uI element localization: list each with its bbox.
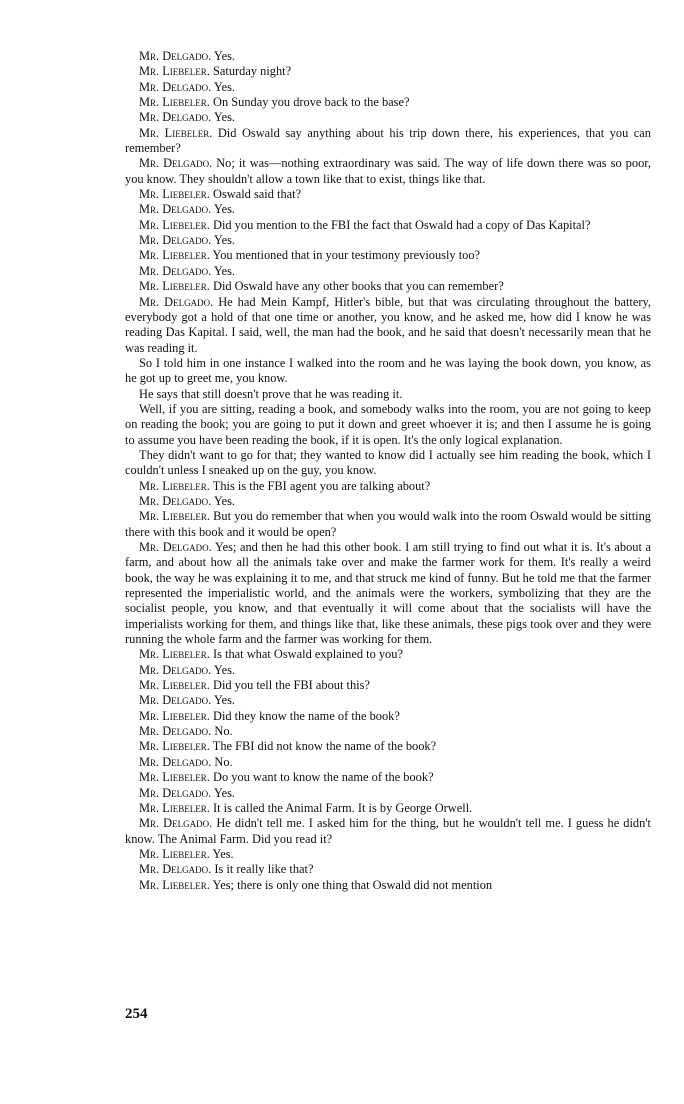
testimony-paragraph: [125, 295, 651, 356]
paragraph-text: Is it really like that?: [214, 862, 314, 877]
speaker-label: Mr. Delgado.: [139, 202, 212, 217]
testimony-paragraph: [125, 678, 651, 693]
speaker-label: Mr. Delgado.: [139, 156, 213, 171]
testimony-paragraph: [125, 816, 651, 847]
paragraph-text: Yes.: [213, 202, 236, 217]
speaker-label: Mr. Delgado.: [139, 263, 212, 278]
speaker-label: Mr. Delgado.: [139, 49, 212, 63]
testimony-paragraph: [125, 49, 651, 64]
paragraph-text: Yes.: [212, 846, 234, 861]
speaker-label: Mr. Delgado.: [139, 110, 212, 125]
testimony-paragraph: [125, 126, 651, 157]
paragraph-text: Yes; and then he had this other book. I am still trying to find out what it is. It's about a farm, and about how all the animals take over and make the farmer work for them. It's really a weird book, the way he was explaining it to me, and that struck me kind of funny. But he told me that the farmer represented the imperialistic world, and the animals were the workers, symbolizing that they are the socialist people, you know, and that eventually it will come about that the socialists will have the imperialists working for them, and things like that, like these animals, these pigs took over and they were running the whole farm and the farmer was working for them.: [125, 540, 652, 647]
page-number: 254: [125, 1006, 148, 1022]
paragraph-text: Oswald said that?: [213, 187, 302, 202]
testimony-paragraph: [125, 110, 651, 125]
testimony-paragraph: [125, 540, 651, 647]
speaker-label: Mr. Delgado.: [139, 724, 212, 739]
paragraph-text: He had Mein Kampf, Hitler's bible, but that was circulating throughout the battery, everybody got a hold of that one time or another, you know, and he asked me, how did I know he was reading Das Kapital. I said, well, the man had the book, and he said that doesn't necessarily mean that he was reading it.: [125, 294, 651, 355]
speaker-label: Mr. Delgado.: [139, 693, 212, 708]
paragraph-text: This is the FBI agent you are talking about?: [212, 478, 431, 493]
testimony-paragraph: [125, 663, 651, 678]
speaker-label: Mr. Liebeler.: [139, 248, 210, 263]
speaker-label: Mr. Liebeler.: [139, 739, 210, 754]
testimony-paragraph: [125, 494, 651, 509]
paragraph-text: No.: [214, 754, 233, 769]
testimony-paragraph: [125, 233, 651, 248]
paragraph-text: Well, if you are sitting, reading a book, and somebody walks into the room, you are not going to keep on reading the book; you are going to put it down and greet whoever it is; and then I assume he is going to assume you have been reading the book, if it is open. It's the only logical explanation.: [125, 401, 651, 447]
paragraph-text: No.: [214, 724, 233, 739]
testimony-paragraph: [125, 862, 651, 877]
paragraph-text: They didn't want to go for that; they wanted to know did I actually see him reading the book, which I couldn't unless I sneaked up on the guy, you know.: [125, 447, 651, 478]
testimony-paragraph: [125, 218, 651, 233]
testimony-paragraph: [125, 755, 651, 770]
testimony-paragraph: [125, 786, 651, 801]
paragraph-text: Did Oswald have any other books that you can remember?: [213, 279, 504, 294]
testimony-paragraph: [125, 95, 651, 110]
paragraph-text: Yes.: [213, 79, 236, 94]
speaker-label: Mr. Liebeler.: [139, 647, 210, 662]
speaker-label: Mr. Delgado.: [139, 233, 212, 248]
speaker-label: Mr. Delgado.: [139, 540, 212, 554]
testimony-paragraph: [125, 709, 651, 724]
testimony-paragraph: [125, 770, 651, 785]
testimony-paragraph: [125, 156, 651, 187]
testimony-paragraph: [125, 187, 651, 202]
testimony-paragraph: [125, 356, 651, 387]
testimony-paragraph: [125, 647, 651, 662]
paragraph-text: Yes.: [213, 662, 236, 677]
paragraph-text: The FBI did not know the name of the book?: [212, 739, 437, 754]
speaker-label: Mr. Liebeler.: [139, 509, 210, 524]
speaker-label: Mr. Liebeler.: [139, 846, 210, 861]
speaker-label: Mr. Liebeler.: [139, 708, 210, 723]
speaker-label: Mr. Liebeler.: [139, 800, 210, 815]
paragraph-text: It is called the Animal Farm. It is by George Orwell.: [213, 800, 473, 815]
testimony-paragraph: [125, 80, 651, 95]
testimony-paragraph: [125, 847, 651, 862]
speaker-label: Mr. Liebeler.: [139, 187, 210, 202]
testimony-paragraph: [125, 479, 651, 494]
paragraph-text: He didn't tell me. I asked him for the thing, but he wouldn't tell me. I guess he didn't know. The Animal Farm. Did you read it?: [125, 816, 651, 846]
testimony-paragraph: [125, 279, 651, 294]
testimony-paragraph: [125, 387, 651, 402]
paragraph-text: Yes.: [213, 233, 236, 248]
testimony-paragraph: [125, 509, 651, 540]
speaker-label: Mr. Delgado.: [139, 785, 212, 800]
speaker-label: Mr. Delgado.: [139, 754, 212, 769]
speaker-label: Mr. Delgado.: [139, 816, 213, 831]
testimony-paragraph: [125, 878, 651, 893]
speaker-label: Mr. Liebeler.: [139, 125, 213, 140]
paragraph-text: On Sunday you drove back to the base?: [213, 95, 410, 110]
testimony-paragraph: [125, 64, 651, 79]
paragraph-text: So I told him in one instance I walked into the room and he was laying the book down, you know, as he got up to greet me, you know.: [125, 355, 651, 386]
paragraph-text: Did you mention to the FBI the fact that Oswald had a copy of Das Kapital?: [213, 217, 591, 232]
paragraph-text: Yes.: [213, 693, 236, 708]
paragraph-text: Yes.: [213, 110, 236, 125]
paragraph-text: Yes.: [213, 49, 236, 63]
speaker-label: Mr. Delgado.: [139, 294, 214, 309]
speaker-label: Mr. Delgado.: [139, 79, 212, 94]
paragraph-text: No; it was—nothing extraordinary was said. The way of life down there was so poor, you know. They shouldn't allow a town like that to exist, things like that.: [125, 156, 651, 186]
speaker-label: Mr. Liebeler.: [139, 95, 210, 110]
testimony-paragraph: [125, 402, 651, 448]
speaker-label: Mr. Liebeler.: [139, 770, 210, 785]
paragraph-text: But you do remember that when you would walk into the room Oswald would be sitting there with this book and it would be open?: [125, 509, 651, 539]
paragraph-text: Saturday night?: [213, 64, 292, 79]
speaker-label: Mr. Liebeler.: [139, 64, 210, 79]
paragraph-text: You mentioned that in your testimony previously too?: [212, 248, 481, 263]
speaker-label: Mr. Delgado.: [139, 493, 212, 508]
speaker-label: Mr. Liebeler.: [139, 279, 210, 294]
testimony-paragraph: [125, 693, 651, 708]
paragraph-text: Did Oswald say anything about his trip down there, his experiences, that you can remember?: [125, 125, 651, 156]
paragraph-text: Yes; there is only one thing that Oswald did not mention: [212, 877, 493, 892]
paragraph-text: Yes.: [213, 785, 236, 800]
testimony-paragraph: [125, 724, 651, 739]
testimony-paragraph: [125, 448, 651, 479]
testimony-paragraph: [125, 202, 651, 217]
testimony-paragraph: [125, 248, 651, 263]
paragraph-text: Is that what Oswald explained to you?: [213, 647, 403, 662]
paragraph-text: Do you want to know the name of the book?: [213, 770, 434, 785]
paragraph-text: Did you tell the FBI about this?: [213, 678, 370, 693]
paragraph-text: Yes.: [213, 493, 236, 508]
speaker-label: Mr. Liebeler.: [139, 877, 210, 892]
speaker-label: Mr. Liebeler.: [139, 478, 210, 493]
speaker-label: Mr. Delgado.: [139, 662, 212, 677]
testimony-paragraph: [125, 801, 651, 816]
testimony-paragraph: [125, 739, 651, 754]
testimony-text: [125, 49, 651, 893]
testimony-paragraph: [125, 264, 651, 279]
speaker-label: Mr. Delgado.: [139, 862, 212, 877]
speaker-label: Mr. Liebeler.: [139, 678, 210, 693]
speaker-label: Mr. Liebeler.: [139, 217, 210, 232]
paragraph-text: He says that still doesn't prove that he was reading it.: [139, 386, 403, 401]
paragraph-text: Yes.: [213, 263, 236, 278]
paragraph-text: Did they know the name of the book?: [213, 708, 400, 723]
